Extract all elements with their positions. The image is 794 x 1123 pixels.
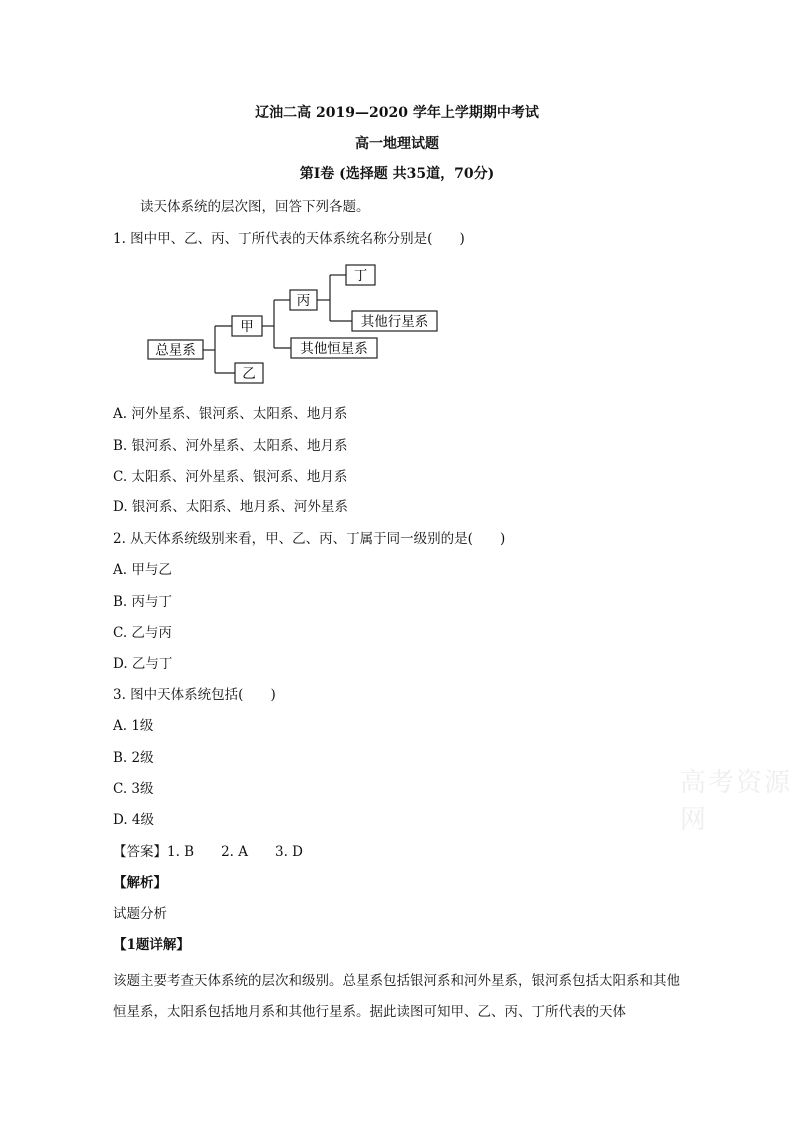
analysis-subheading: 试题分析 (113, 906, 167, 922)
box-ding (346, 265, 375, 285)
analysis-heading: 【解析】 (113, 875, 167, 891)
answer-line: 【答案】1. B 2. A 3. D (113, 844, 304, 860)
intro-text: 读天体系统的层次图，回答下列各题。 (140, 199, 370, 215)
label-yi: 乙 (242, 366, 256, 382)
exam-title: 辽油二高 2019—2020 学年上学期期中考试 (255, 105, 539, 121)
q2-option-a: A. 甲与乙 (113, 562, 172, 578)
box-yi (235, 363, 263, 383)
q2-option-b: B. 丙与丁 (113, 594, 173, 610)
q3-option-a: A. 1级 (113, 718, 154, 734)
label-other-planets: 其他行星系 (360, 314, 429, 330)
label-jia: 甲 (240, 319, 254, 335)
detail-paragraph: 该题主要考查天体系统的层次和级别。总星系包括银河系和河外星系，银河系包括太阳系和其他恒星系，太阳系包括地月系和其他行星系。据此读图可知甲、乙、丙、丁所代表的天体 (113, 973, 680, 1020)
box-root (148, 340, 203, 359)
q1-option-c: C. 太阳系、河外星系、银河系、地月系 (113, 469, 348, 485)
box-jia (232, 316, 262, 336)
section-heading: 第Ⅰ卷 (选择题 共35道，70分) (299, 166, 495, 182)
hierarchy-diagram (140, 260, 460, 385)
q3-option-c: C. 3级 (113, 781, 154, 797)
detail-heading: 【1题详解】 (113, 937, 190, 953)
question-1-stem: 1. 图中甲、乙、丙、丁所代表的天体系统名称分别是( ) (113, 231, 465, 247)
box-other-planets (352, 311, 437, 331)
q1-option-d: D. 银河系、太阳系、地月系、河外星系 (113, 499, 348, 515)
q1-option-a: A. 河外星系、银河系、太阳系、地月系 (113, 406, 348, 422)
box-bing (290, 290, 317, 310)
watermark: 高考资源网 (680, 768, 793, 835)
label-ding: 丁 (353, 268, 368, 284)
exam-subtitle: 高一地理试题 (355, 136, 439, 152)
q2-option-c: C. 乙与丙 (113, 625, 172, 641)
question-2-stem: 2. 从天体系统级别来看，甲、乙、丙、丁属于同一级别的是( ) (113, 531, 506, 547)
q3-option-d: D. 4级 (113, 812, 155, 828)
label-bing: 丙 (296, 293, 311, 309)
box-other-stars (291, 338, 377, 358)
label-root: 总星系 (155, 342, 196, 359)
question-3-stem: 3. 图中天体系统包括( ) (113, 687, 276, 703)
label-other-stars: 其他恒星系 (300, 341, 368, 357)
q1-option-b: B. 银河系、河外星系、太阳系、地月系 (113, 438, 348, 454)
q2-option-d: D. 乙与丁 (113, 656, 173, 672)
q3-option-b: B. 2级 (113, 750, 154, 766)
